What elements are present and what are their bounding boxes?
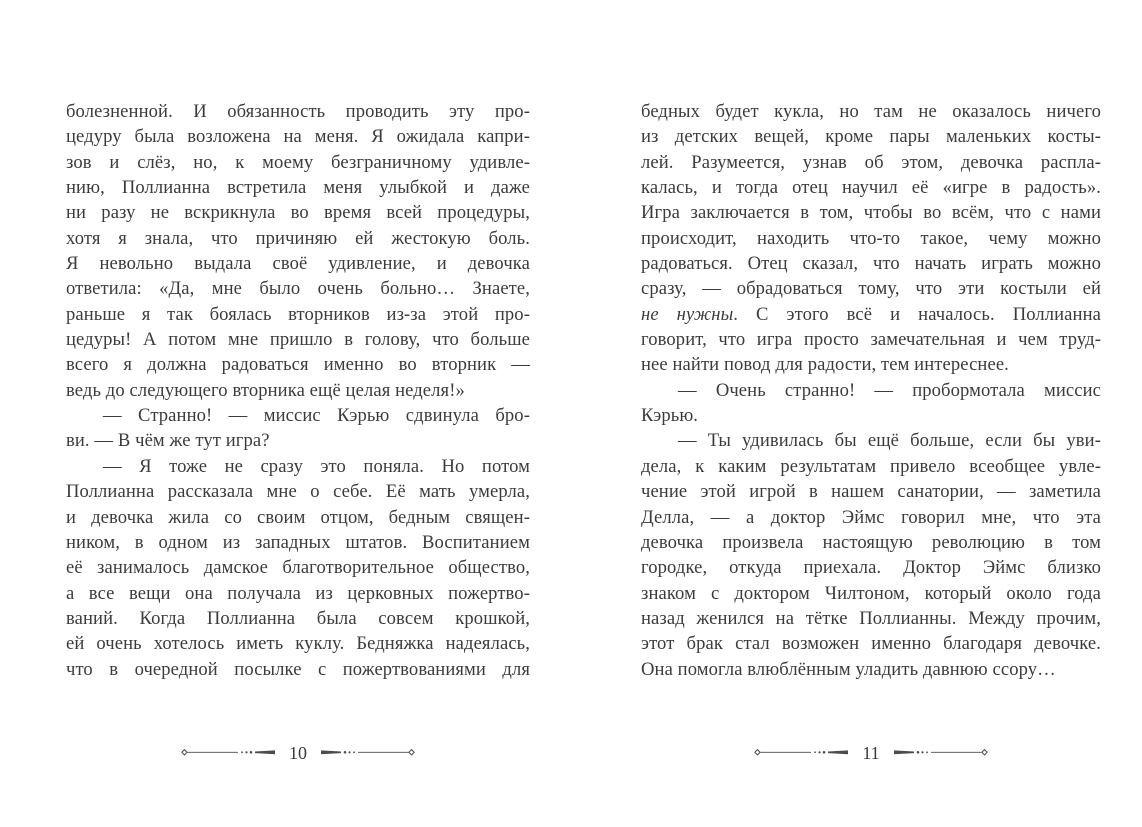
text-line: — Ты удивилась бы ещё больше, если бы уви-	[678, 430, 1101, 452]
text-line: ни разу не вскрикнула во время всей процедуры,	[66, 202, 530, 224]
text-line: — Странно! — миссис Кэрью сдвинула бро-	[103, 405, 530, 427]
text-line: чение этой игрой в нашем санатории, — заметила	[641, 481, 1101, 503]
text-line: дела, к каким результатам привело всеобщее увле-	[641, 455, 1101, 477]
text-line: знаком с доктором Чилтоном, который около года	[641, 582, 1101, 604]
footer-ornament-right-icon	[319, 747, 415, 759]
text-line: лей. Разумеется, узнав об этом, девочка распла-	[641, 151, 1101, 173]
footer-ornament-left-icon	[754, 747, 850, 759]
text-line: ви. — В чём же тут игра?	[66, 430, 270, 452]
text-line: — Очень странно! — пробормотала миссис	[678, 379, 1101, 401]
text-line: не нужны. С этого всё и началось. Поллианна	[641, 303, 1101, 325]
text-line: всего я должна радоваться именно во вторник —	[66, 354, 530, 376]
text-line: что в очередной посылке с пожертвованиями для	[66, 658, 530, 680]
book-page-right	[641, 99, 1101, 682]
text-line: говорит, что игра просто замечательная и чем труд-	[641, 329, 1101, 351]
page-text-left	[66, 99, 530, 682]
text-line: ником, в одном из западных штатов. Воспитанием	[66, 531, 530, 553]
text-line: её занималось дамское благотворительное общество,	[66, 557, 530, 579]
text-line: происходит, находить что-то такое, чему можно	[641, 227, 1101, 249]
page-footer-right	[641, 740, 1101, 766]
text-line: калась, и тогда отец научил её «игре в радость».	[641, 177, 1101, 199]
text-line: зов и слёз, но, к моему безграничному удивле-	[66, 151, 530, 173]
footer-ornament-right-icon	[892, 747, 988, 759]
book-page-left	[66, 99, 530, 682]
page-text-right	[641, 99, 1101, 682]
text-line: Кэрью.	[641, 405, 699, 427]
text-line: ведь до следующего вторника ещё целая неделя!»	[66, 379, 465, 401]
text-line: Делла, — а доктор Эймс говорил мне, что эта	[641, 506, 1101, 528]
text-line: цедуры! А потом мне пришло в голову, что больше	[66, 329, 530, 351]
text-line: из детских вещей, кроме пары маленьких косты-	[641, 126, 1101, 148]
text-line: Она помогла влюблённым уладить давнюю ссору…	[641, 658, 1056, 680]
text-line: радоваться. Отец сказал, что начать играть можно	[641, 253, 1101, 275]
text-line: болезненной. И обязанность проводить эту про-	[66, 101, 530, 122]
text-line: а все вещи она получала из церковных пожертво-	[66, 582, 530, 604]
text-line: бедных будет кукла, но там не оказалось ничего	[641, 101, 1101, 122]
text-line: и девочка жила со своим отцом, бедным священ-	[66, 506, 530, 528]
text-line: назад женился на тётке Поллианны. Между прочим,	[641, 607, 1101, 629]
text-line: раньше я так боялась вторников из-за этой про-	[66, 303, 530, 325]
text-line: нее найти повод для радости, тем интереснее.	[641, 354, 1009, 376]
text-line: Поллианна рассказала мне о себе. Её мать умерла,	[66, 481, 530, 503]
text-line: этот брак стал возможен именно благодаря девочке.	[641, 633, 1101, 655]
page-number-right: 11	[862, 743, 880, 763]
page-footer-left	[66, 740, 530, 766]
text-line: сразу, — обрадоваться тому, что эти костыли ей	[641, 278, 1101, 300]
text-line: городке, откуда приехала. Доктор Эймс близко	[641, 557, 1101, 579]
text-line: ответила: «Да, мне было очень больно… Знаете,	[66, 278, 530, 300]
text-line: девочка произвела настоящую революцию в том	[641, 531, 1101, 553]
text-line: Игра заключается в том, чтобы во всём, что с нами	[641, 202, 1101, 224]
text-line: ваний. Когда Поллианна была совсем крошкой,	[66, 607, 530, 629]
text-line: Я невольно выдала своё удивление, и девочка	[66, 253, 530, 275]
page-number-left: 10	[289, 743, 307, 763]
text-line: цедуру была возложена на меня. Я ожидала капри-	[66, 126, 530, 148]
text-line: хотя я знала, что причиняю ей жестокую боль.	[66, 227, 530, 249]
text-line: — Я тоже не сразу это поняла. Но потом	[103, 455, 530, 477]
footer-ornament-left-icon	[181, 747, 277, 759]
text-line: нию, Поллианна встретила меня улыбкой и даже	[66, 177, 530, 199]
text-line: ей очень хотелось иметь куклу. Бедняжка надеялась,	[66, 633, 530, 655]
